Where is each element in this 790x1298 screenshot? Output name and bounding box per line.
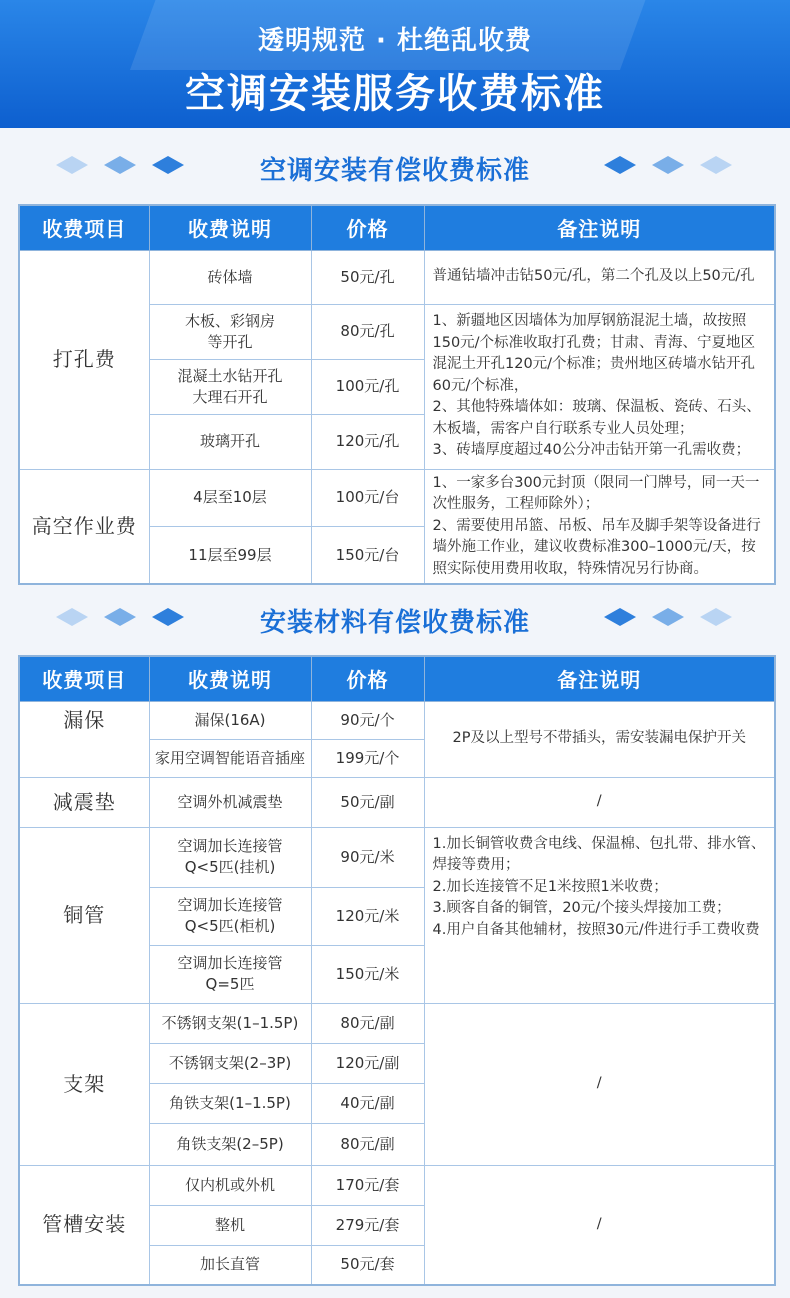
price-cell: 120元/副 [311,1043,424,1083]
table-row [19,1165,775,1205]
table-header-row [19,205,775,250]
col-header-note: 备注说明 [424,656,775,701]
price-cell: 50元/孔 [311,250,424,304]
table-row [19,469,775,527]
desc-cell: 家用空调智能语音插座 [149,739,311,777]
page-title: 空调安装服务收费标准 [185,71,605,117]
col-header-price: 价格 [311,205,424,250]
price-cell: 80元/孔 [311,304,424,359]
category-cell: 漏保 [19,701,149,777]
desc-cell: 不锈钢支架(1–1.5P) [149,1003,311,1043]
price-cell: 170元/套 [311,1165,424,1205]
table-row [19,701,775,739]
price-cell: 50元/套 [311,1245,424,1285]
price-cell: 90元/个 [311,701,424,739]
price-cell: 80元/副 [311,1123,424,1165]
note-line: 2、需要使用吊篮、吊板、吊车及脚手架等设备进行墙外施工作业，建议收费标准300–1000元/天，按照实际使用费用收取，特殊情况另行协商。 [432,517,761,577]
price-cell: 150元/台 [311,527,424,585]
note-cell: / [424,777,775,827]
note-line: 2.加长连接管不足1米按照1米收费； [432,878,668,895]
category-cell: 铜管 [19,827,149,1003]
table-row [19,1003,775,1043]
note-cell: 普通钻墙冲击钻50元/孔，第二个孔及以上50元/孔 [424,250,775,304]
price-cell: 120元/孔 [311,414,424,469]
note-line: 2、其他特殊墙体如：玻璃、保温板、瓷砖、石头、木板墙，需客户自行联系专业人员处理； [432,399,761,437]
note-line: 1、一家多台300元封顶（限同一门牌号，同一天一次性服务，工程师除外）； [432,474,760,512]
table-header-row [19,656,775,701]
note-cell [424,469,775,584]
table-row [19,827,775,887]
category-cell: 打孔费 [19,250,149,469]
desc-cell: 仅内机或外机 [149,1165,311,1205]
desc-cell: 砖体墙 [149,250,311,304]
desc-cell: 空调加长连接管 Q=5匹 [149,945,311,1003]
desc-cell: 4层至10层 [149,469,311,527]
price-cell: 90元/米 [311,827,424,887]
note-cell [424,304,775,469]
material-fee-table [18,655,776,1286]
col-header-item: 收费项目 [19,205,149,250]
page-header [0,0,790,128]
desc-cell: 11层至99层 [149,527,311,585]
col-header-note: 备注说明 [424,205,775,250]
category-cell: 高空作业费 [19,469,149,584]
price-cell: 50元/副 [311,777,424,827]
desc-cell: 空调外机减震垫 [149,777,311,827]
desc-cell: 漏保(16A) [149,701,311,739]
note-line: 1、新疆地区因墙体为加厚钢筋混泥土墙，故按照150元/个标准收取打孔费；甘肃、青海、宁夏地区混泥土开孔120元/个标准；贵州地区砖墙水钻开孔60元/个标准， [432,313,756,394]
note-line: 4.用户自备其他辅材，按照30元/件进行手工费收费 [432,921,760,938]
section1-title: 空调安装有偿收费标准 [259,156,530,186]
col-header-desc: 收费说明 [149,205,311,250]
col-header-desc: 收费说明 [149,656,311,701]
desc-cell: 空调加长连接管 Q<5匹(柜机) [149,887,311,945]
table-row [19,777,775,827]
desc-cell: 整机 [149,1205,311,1245]
desc-cell: 混凝土水钻开孔 大理石开孔 [149,359,311,414]
note-cell: 2P及以上型号不带插头，需安装漏电保护开关 [424,701,775,777]
note-cell: / [424,1003,775,1165]
price-cell: 279元/套 [311,1205,424,1245]
note-cell [424,827,775,1003]
desc-cell: 木板、彩钢房 等开孔 [149,304,311,359]
desc-cell: 角铁支架(1–1.5P) [149,1083,311,1123]
install-fee-table [18,204,776,585]
section1-heading [0,140,790,190]
category-cell: 减震垫 [19,777,149,827]
price-cell: 199元/个 [311,739,424,777]
section2-title: 安装材料有偿收费标准 [259,608,530,638]
desc-cell: 角铁支架(2–5P) [149,1123,311,1165]
price-cell: 100元/台 [311,469,424,527]
note-cell: / [424,1165,775,1285]
desc-cell: 玻璃开孔 [149,414,311,469]
category-cell: 管槽安装 [19,1165,149,1285]
note-line: 3、砖墙厚度超过40公分冲击钻开第一孔需收费； [432,442,751,459]
table-row [19,250,775,304]
desc-cell: 加长直管 [149,1245,311,1285]
category-cell: 支架 [19,1003,149,1165]
price-cell: 40元/副 [311,1083,424,1123]
col-header-item: 收费项目 [19,656,149,701]
section2-heading [0,592,790,642]
col-header-price: 价格 [311,656,424,701]
price-cell: 80元/副 [311,1003,424,1043]
note-line: 3.顾客自备的铜管，20元/个接头焊接加工费； [432,900,731,916]
desc-cell: 空调加长连接管 Q<5匹(挂机) [149,827,311,887]
price-cell: 150元/米 [311,945,424,1003]
desc-cell: 不锈钢支架(2–3P) [149,1043,311,1083]
note-line: 1.加长铜管收费含电线、保温棉、包扎带、排水管、焊接等费用； [432,835,766,873]
header-slogan: 透明规范 · 杜绝乱收费 [258,26,532,56]
price-cell: 100元/孔 [311,359,424,414]
price-cell: 120元/米 [311,887,424,945]
